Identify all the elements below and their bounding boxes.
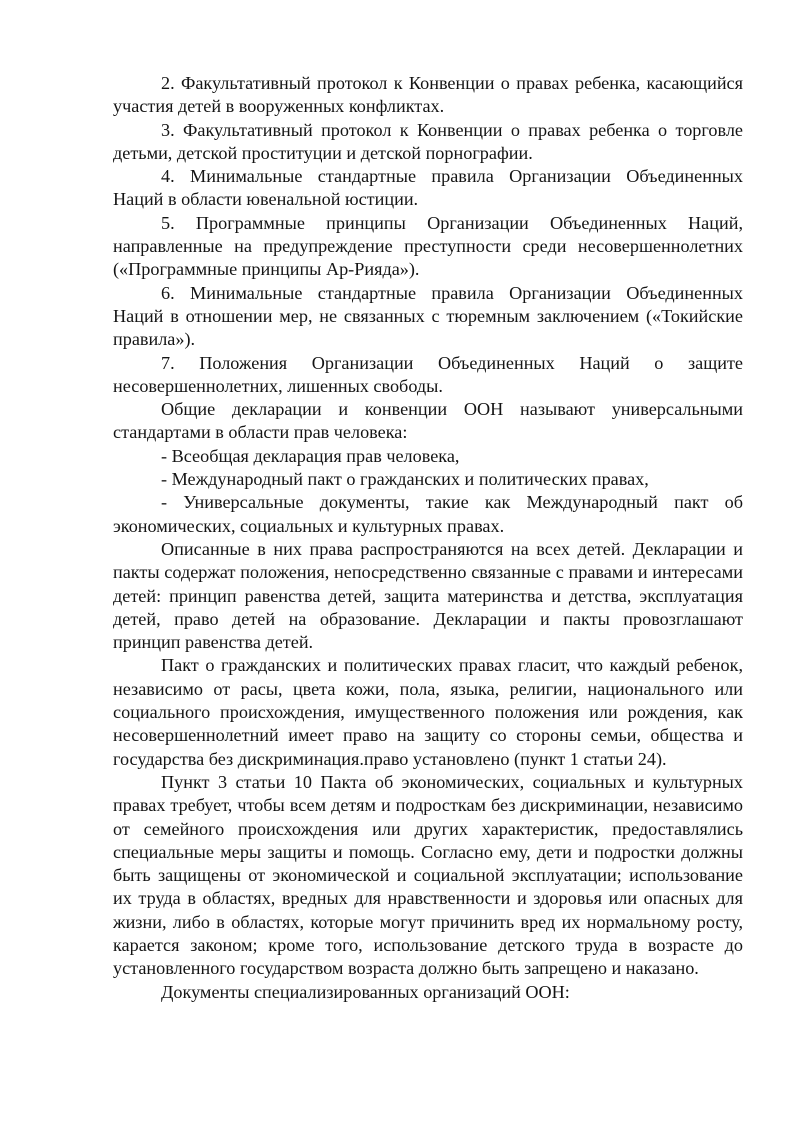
paragraph-civil-political-rights-child: Пакт о гражданских и политических правах гласит, что каждый ребенок, независимо от расы, цвета кожи, пола, языка, религии, национального или социального происхождения, имущественного положения или рождения, как несовершеннолетний имеет право на защиту со стороны семьи, общества и государства без дискриминация.право установлено (пункт 1 статьи 24). [113, 655, 743, 769]
paragraph-protocol-trafficking: 3. Факультативный протокол к Конвенции о правах ребенка о торговле детьми, детской проституции и детской порнографии. [113, 119, 743, 163]
paragraph-juveniles-deprived-liberty: 7. Положения Организации Объединенных Наций о защите несовершеннолетних, лишенных свободы. [113, 352, 743, 396]
paragraph-universal-standards-intro: Общие декларации и конвенции ООН называют универсальными стандартами в области прав человека: [113, 399, 743, 443]
paragraph-rights-apply-to-children: Описанные в них права распространяются на всех детей. Декларации и пакты содержат положения, непосредственно связанные с правами и интересами детей: принцип равенства детей, защита материнства и детства, эксплуатация детей, право детей на образование. Декларации и пакты провозглашают принцип равенства детей. [113, 538, 743, 653]
list-item-civil-political-covenant: - Международный пакт о гражданских и политических правах, [161, 469, 649, 490]
paragraph-protocol-armed-conflicts: 2. Факультативный протокол к Конвенции о правах ребенка, касающийся участия детей в вооруженных конфликтах. [113, 73, 743, 117]
paragraph-article-10-point-3: Пункт 3 статьи 10 Пакта об экономических, социальных и культурных правах требует, чтобы всем детям и подросткам без дискриминации, независимо от семейного происхождения или других характеристик, предоставлялись специальные меры защиты и помощь. Согласно ему, дети и подростки должны быть защищены от экономической и социальной эксплуатации; использование их труда в областях, вредных для нравственности и здоровья или опасных для жизни, либо в областях, которые могут причинить вред их нормальному росту, карается законом; кроме того, использование детского труда в возрасте до установленного государством возраста должно быть запрещено и наказано. [113, 771, 743, 979]
document-body [113, 72, 743, 1004]
list-item-universal-declaration: - Всеобщая декларация прав человека, [161, 445, 460, 466]
paragraph-tokyo-rules: 6. Минимальные стандартные правила Организации Объединенных Наций в отношении мер, не связанных с тюремным заключением («Токийские правила»). [113, 282, 743, 350]
list-item-economic-social-covenant: - Универсальные документы, такие как Международный пакт об экономических, социальных и культурных правах. [113, 492, 743, 536]
paragraph-riyadh-guidelines: 5. Программные принципы Организации Объединенных Наций, направленные на предупреждение преступности среди несовершеннолетних («Программные принципы Ар-Рияда»). [113, 212, 743, 280]
paragraph-juvenile-justice-rules: 4. Минимальные стандартные правила Организации Объединенных Наций в области ювенальной юстиции. [113, 166, 743, 210]
paragraph-specialized-agencies-heading: Документы специализированных организаций ООН: [161, 981, 570, 1002]
